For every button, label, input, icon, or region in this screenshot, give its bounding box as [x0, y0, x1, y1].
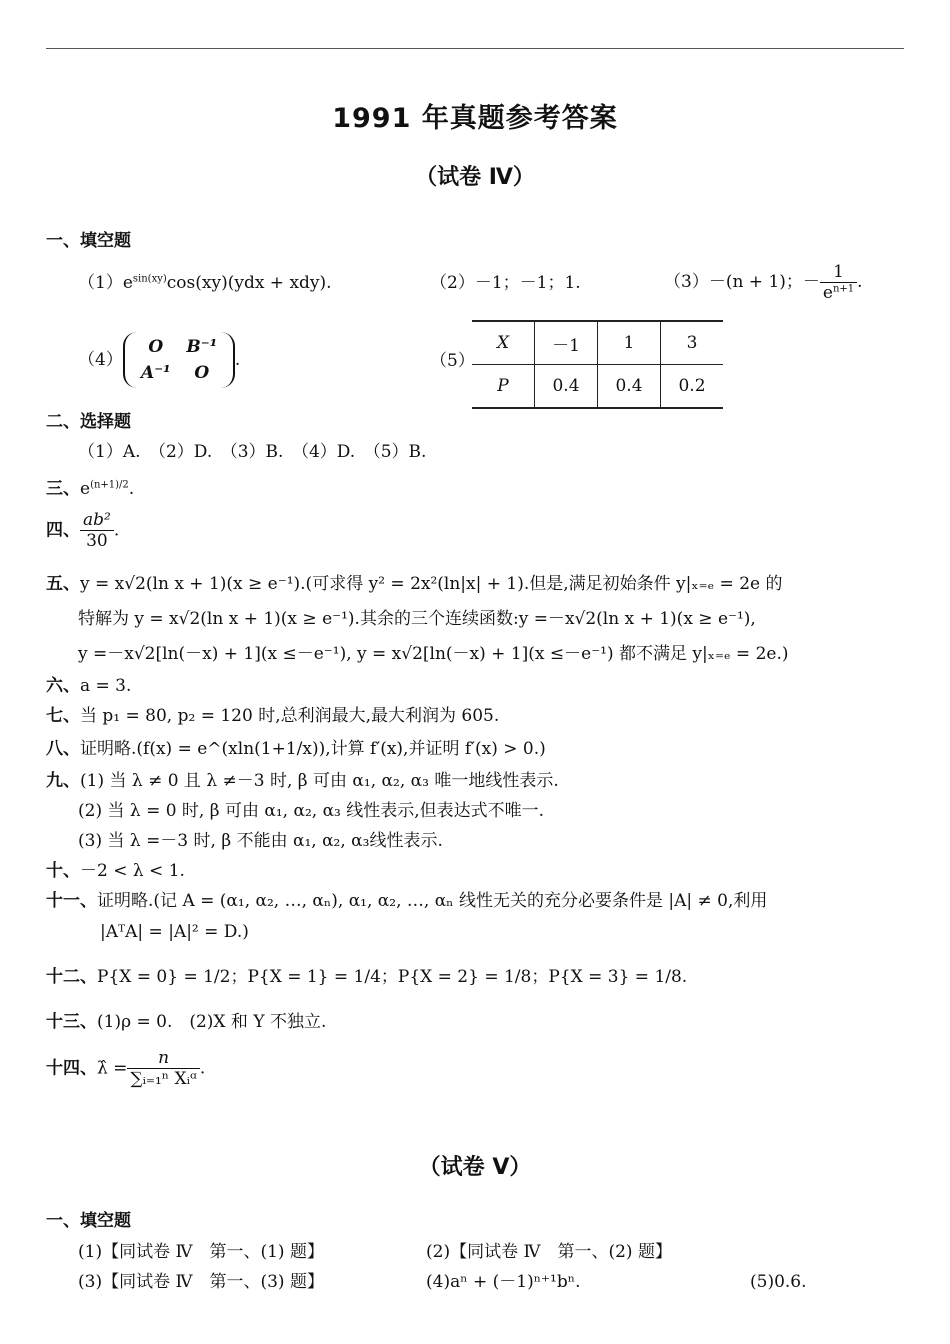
section-7: 七、当 p₁ = 80, p₂ = 120 时,总利润最大,最大利润为 605. — [46, 706, 500, 726]
table-row — [472, 365, 723, 409]
section-11-line-1: 十一、证明略.(记 A = (α₁, α₂, …, αₙ), α₁, α₂, …, αₙ 线性无关的充分必要条件是 |A| ≠ 0,利用 — [46, 891, 768, 911]
section-2-label: 二、选择题 — [46, 412, 131, 432]
section-5-line-3: y =－x√2[ln(－x) + 1](x ≤－e⁻¹), y = x√2[ln(－x) + 1](x ≤－e⁻¹) 都不满足 y|ₓ₌ₑ = 2e.) — [78, 644, 789, 664]
paper-5-q2: (2)【同试卷 Ⅳ 第一、(2) 题】 — [426, 1242, 672, 1262]
section-13: 十三、(1)ρ = 0. (2)X 和 Y 不独立. — [46, 1012, 327, 1032]
section-12: 十二、P{X = 0} = 1/2；P{X = 1} = 1/4；P{X = 2} = 1/8；P{X = 3} = 1/8. — [46, 967, 688, 987]
header-rule — [46, 48, 904, 49]
paper-5-q5: (5)0.6. — [750, 1272, 807, 1292]
fill-q5-label: （5） — [430, 351, 475, 371]
section-3: 三、$e^{(n+1)/2}$. — [46, 479, 135, 499]
distribution-table — [472, 320, 723, 409]
table-row — [472, 321, 723, 365]
section-4: 四、 $\frac{\text{ab²}}{30}$ . — [46, 510, 120, 551]
section-11-line-2: |AᵀA| = |A|² = D.) — [100, 922, 249, 942]
table-cell: －1 — [535, 321, 598, 365]
paper-5-q4: (4)aⁿ + (－1)ⁿ⁺¹bⁿ. — [426, 1272, 581, 1292]
table-cell: 0.4 — [598, 365, 661, 409]
paper-5-q1: (1)【同试卷 Ⅳ 第一、(1) 题】 — [78, 1242, 324, 1262]
choice-answers: （1）A. （2）D. （3）B. （4）D. （5）B. — [78, 442, 427, 462]
paper-4-heading: （试卷 Ⅳ） — [415, 165, 535, 190]
fill-q1: $(1)e^{sin(xy)}\cos(xy)(ydx + xdy)$. — [78, 273, 332, 293]
section-5-line-1: 五、y = x√2(ln x + 1)(x ≥ e⁻¹).(可求得 y² = 2x²(ln|x| + 1).但是,满足初始条件 y|ₓ₌ₑ = 2e 的 — [46, 574, 783, 594]
table-cell: 0.4 — [535, 365, 598, 409]
fill-q3: （3）－(n + 1)；－ $\frac{1}{e^{n+1}}$ . — [664, 262, 863, 303]
paper-5-heading: （试卷 Ⅴ） — [418, 1155, 532, 1180]
paper-5-section-1-label: 一、填空题 — [46, 1211, 131, 1231]
table-cell: 3 — [661, 321, 724, 365]
fill-q2: （2）－1；－1；1. — [430, 273, 581, 293]
table-cell: P — [472, 365, 535, 409]
section-14: 十四、λ̂ = $\frac{n}{\text{∑ᵢ₌₁ⁿ Xᵢᵅ}}$ . — [46, 1048, 206, 1089]
section-5-line-2: 特解为 y = x√2(ln x + 1)(x ≥ e⁻¹).其余的三个连续函数:y =－x√2(ln x + 1)(x ≥ e⁻¹), — [78, 609, 756, 629]
section-9-line-3: (3) 当 λ =－3 时, β 不能由 α₁, α₂, α₃线性表示. — [78, 831, 443, 851]
section-6: 六、a = 3. — [46, 676, 132, 696]
section-9-line-1: 九、(1) 当 λ ≠ 0 且 λ ≠－3 时, β 可由 α₁, α₂, α₃ 唯一地线性表示. — [46, 771, 559, 791]
section-10: 十、－2 < λ < 1. — [46, 861, 185, 881]
matrix: O B⁻¹ A⁻¹ O — [123, 332, 235, 388]
paper-5-q3: (3)【同试卷 Ⅳ 第一、(3) 题】 — [78, 1272, 324, 1292]
page-title: 1991 年真题参考答案 — [332, 103, 618, 134]
section-8: 八、证明略.(f(x) = e^(xln(1+1/x)),计算 f′(x),并证明 f′(x) > 0.) — [46, 739, 546, 759]
section-1-label: 一、填空题 — [46, 231, 131, 251]
table-cell: 0.2 — [661, 365, 724, 409]
table-cell: 1 — [598, 321, 661, 365]
table-cell: X — [472, 321, 535, 365]
fill-q4: （4）O B⁻¹ A⁻¹ O. — [78, 332, 240, 388]
section-9-line-2: (2) 当 λ = 0 时, β 可由 α₁, α₂, α₃ 线性表示,但表达式不唯一. — [78, 801, 545, 821]
